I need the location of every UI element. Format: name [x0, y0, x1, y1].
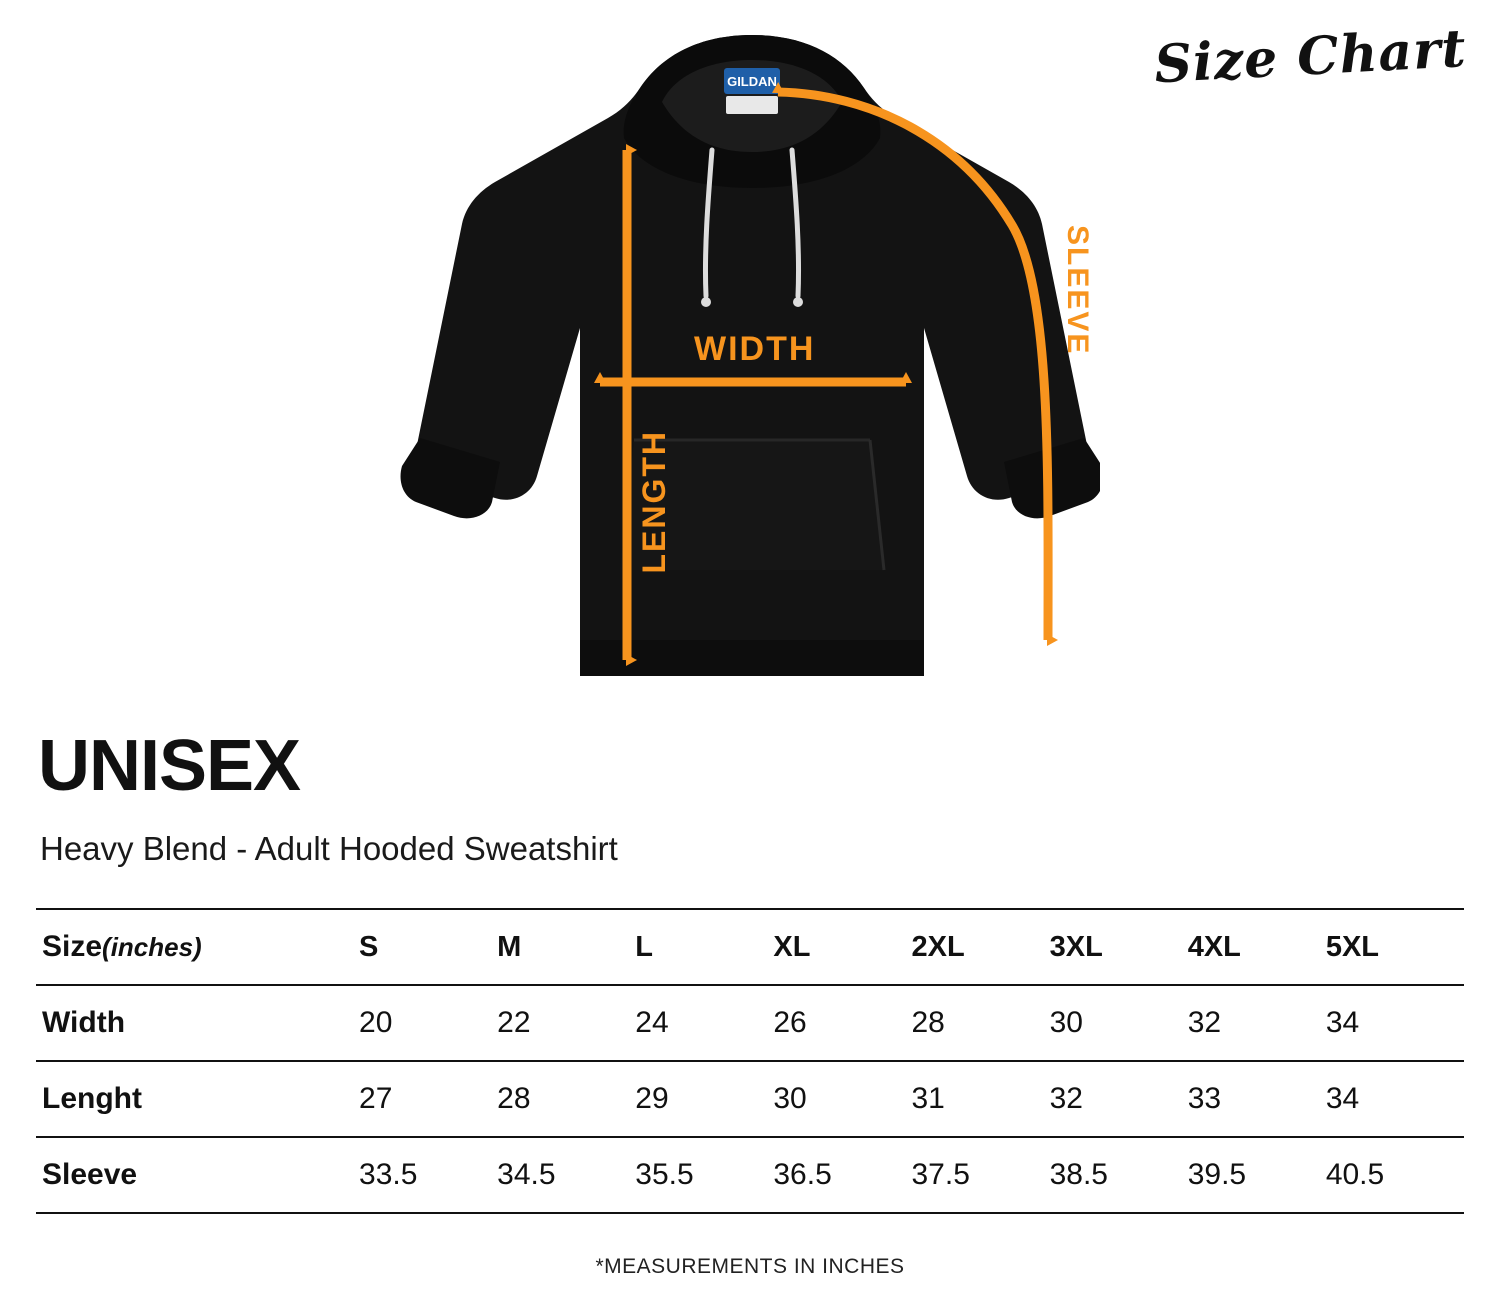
- width-xl: 26: [773, 1006, 807, 1039]
- svg-text:GILDAN: GILDAN: [727, 74, 777, 89]
- product-subhead: Heavy Blend - Adult Hooded Sweatshirt: [40, 830, 618, 867]
- length-label: LENGTH: [636, 430, 672, 574]
- lenght-3xl: 32: [1049, 1082, 1083, 1115]
- lenght-4xl: 33: [1187, 1082, 1222, 1115]
- width-label: WIDTH: [694, 330, 816, 368]
- sleeve-4xl: 39.5: [1187, 1158, 1247, 1191]
- col-header-xl: XL: [773, 930, 811, 963]
- row-label-sleeve: Sleeve: [42, 1158, 138, 1191]
- row-label-width: Width: [42, 1006, 126, 1039]
- col-header-s: S: [359, 930, 379, 963]
- table-row: [36, 1061, 1464, 1137]
- lenght-5xl: 34: [1325, 1082, 1360, 1115]
- width-2xl: 28: [911, 1006, 945, 1039]
- col-header-m: M: [497, 930, 522, 963]
- sleeve-3xl: 38.5: [1049, 1158, 1108, 1191]
- width-s: 20: [359, 1006, 393, 1039]
- sleeve-s: 33.5: [359, 1158, 418, 1191]
- lenght-m: 28: [497, 1082, 531, 1115]
- lenght-l: 29: [635, 1082, 669, 1115]
- lenght-xl: 30: [773, 1082, 807, 1115]
- table-row: [36, 1137, 1464, 1213]
- width-3xl: 30: [1049, 1006, 1083, 1039]
- sleeve-m: 34.5: [497, 1158, 556, 1191]
- lenght-2xl: 31: [911, 1082, 945, 1115]
- col-header-4xl: 4XL: [1187, 930, 1241, 963]
- col-header-5xl: 5XL: [1325, 930, 1379, 963]
- sleeve-label: SLEEVE: [1061, 225, 1094, 356]
- col-header-l: L: [635, 930, 653, 963]
- sleeve-l: 35.5: [635, 1158, 694, 1191]
- row-label-lenght: Lenght: [42, 1082, 142, 1115]
- sleeve-xl: 36.5: [773, 1158, 832, 1191]
- table-row: [36, 985, 1464, 1061]
- col-header-2xl: 2XL: [911, 930, 965, 963]
- lenght-s: 27: [359, 1082, 393, 1115]
- table-header-row: [36, 909, 1464, 985]
- col-header-3xl: 3XL: [1049, 930, 1103, 963]
- product-headline: UNISEX: [38, 726, 301, 806]
- width-5xl: 34: [1325, 1006, 1360, 1039]
- measurements-footnote: *MEASUREMENTS IN INCHES: [595, 1255, 905, 1278]
- sleeve-2xl: 37.5: [911, 1158, 970, 1191]
- size-unit: (inches): [102, 932, 202, 962]
- width-l: 24: [635, 1006, 669, 1039]
- size-table: [36, 908, 1464, 1214]
- width-4xl: 32: [1187, 1006, 1222, 1039]
- size-label: Size: [42, 930, 103, 963]
- width-m: 22: [497, 1006, 531, 1039]
- row-header-size: [36, 909, 359, 985]
- sleeve-5xl: 40.5: [1325, 1158, 1385, 1191]
- page-title: Size Chart: [1152, 18, 1468, 96]
